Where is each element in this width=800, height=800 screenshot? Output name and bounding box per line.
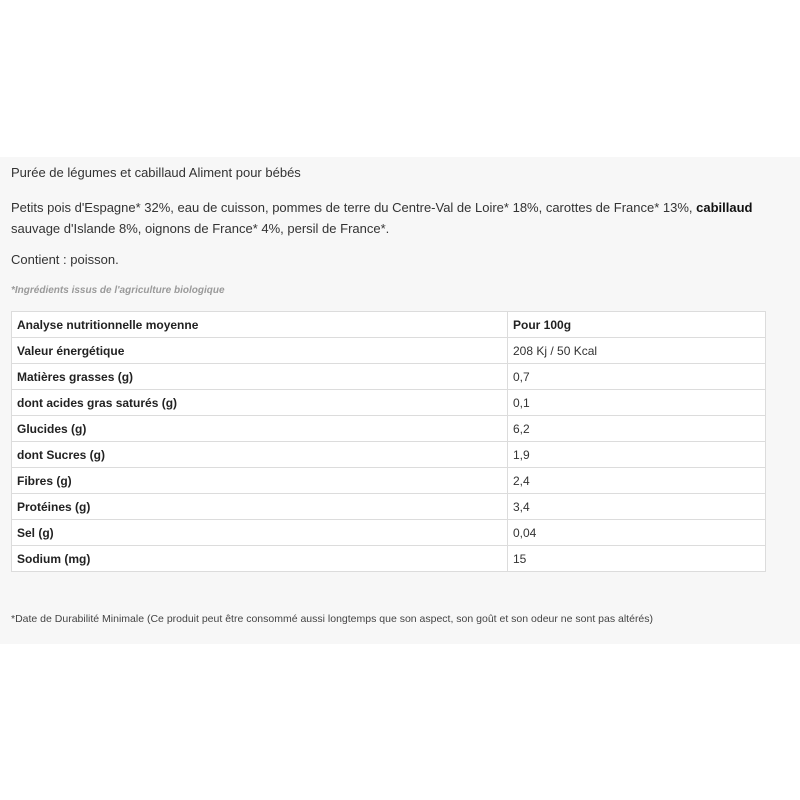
table-row [12,468,766,494]
row-label: Matières grasses (g) [12,364,508,390]
row-value: 2,4 [508,468,766,494]
ingredients-highlight: cabillaud [696,200,753,215]
row-value: 1,9 [508,442,766,468]
ingredients-text [11,197,771,239]
row-label: Protéines (g) [12,494,508,520]
product-title: Purée de légumes et cabillaud Aliment pour bébés [11,165,301,180]
table-row [12,390,766,416]
row-label: Fibres (g) [12,468,508,494]
table-row [12,520,766,546]
row-value: 0,7 [508,364,766,390]
row-label: dont Sucres (g) [12,442,508,468]
row-value: 3,4 [508,494,766,520]
row-label: Valeur énergétique [12,338,508,364]
table-row [12,364,766,390]
row-value: 0,1 [508,390,766,416]
ingredients-part-2: sauvage d'Islande 8%, oignons de France* 4%, persil de France*. [11,221,390,236]
ingredients-part-1: Petits pois d'Espagne* 32%, eau de cuisson, pommes de terre du Centre-Val de Loire* 18%, carottes de France* 13%, [11,200,697,215]
row-value: 6,2 [508,416,766,442]
table-row [12,494,766,520]
ddm-footnote: *Date de Durabilité Minimale (Ce produit peut être consommé aussi longtemps que son aspect, son goût et son odeur ne sont pas altérés) [11,613,654,625]
allergen-notice: Contient : poisson. [11,252,119,267]
nutrition-table [11,311,766,572]
row-value: 0,04 [508,520,766,546]
row-label: Sodium (mg) [12,546,508,572]
row-label: Glucides (g) [12,416,508,442]
row-label: dont acides gras saturés (g) [12,390,508,416]
header-label: Analyse nutritionnelle moyenne [12,312,508,338]
table-row [12,546,766,572]
product-info-panel [0,157,800,644]
table-row [12,416,766,442]
header-value: Pour 100g [508,312,766,338]
row-value: 208 Kj / 50 Kcal [508,338,766,364]
table-row [12,338,766,364]
table-row [12,442,766,468]
organic-note: *Ingrédients issus de l'agriculture biologique [11,285,225,296]
nutrition-table-header [12,312,766,338]
row-label: Sel (g) [12,520,508,546]
row-value: 15 [508,546,766,572]
